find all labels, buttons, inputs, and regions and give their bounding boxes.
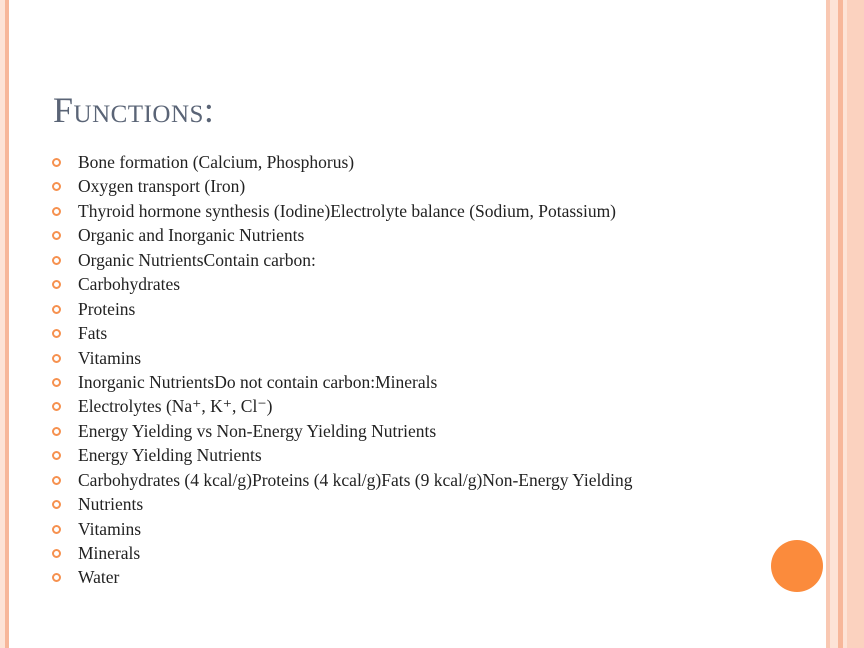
slide-title: Functions: [53,90,215,130]
bullet-ring-icon [52,549,61,558]
bullet-item: Carbohydrates (4 kcal/g)Proteins (4 kcal/g)Fats (9 kcal/g)Non-Energy Yielding [52,468,792,492]
bullet-item: Thyroid hormone synthesis (Iodine)Electrolyte balance (Sodium, Potassium) [52,199,792,223]
bullet-item: Proteins [52,297,792,321]
bullet-item: Vitamins [52,517,792,541]
bullet-item: Bone formation (Calcium, Phosphorus) [52,150,792,174]
bullet-item: Fats [52,321,792,345]
bullet-item: Inorganic NutrientsDo not contain carbon:Minerals [52,370,792,394]
bullet-ring-icon [52,378,61,387]
bullet-ring-icon [52,182,61,191]
bullet-ring-icon [52,573,61,582]
bullet-item: Vitamins [52,346,792,370]
bullet-ring-icon [52,476,61,485]
bullet-ring-icon [52,329,61,338]
bullet-item: Energy Yielding Nutrients [52,443,792,467]
bullet-item: Oxygen transport (Iron) [52,174,792,198]
bullet-ring-icon [52,500,61,509]
bullet-ring-icon [52,402,61,411]
bullet-item: Energy Yielding vs Non-Energy Yielding Nutrients [52,419,792,443]
accent-circle [771,540,823,592]
bullet-ring-icon [52,207,61,216]
bullet-ring-icon [52,231,61,240]
bullet-ring-icon [52,354,61,363]
bullet-item: Water [52,565,792,589]
bullet-ring-icon [52,525,61,534]
bullet-item: Organic NutrientsContain carbon: [52,248,792,272]
bullet-ring-icon [52,158,61,167]
bullet-ring-icon [52,427,61,436]
left-decorative-bar [0,0,9,648]
right-stripe-5 [847,0,864,648]
bullet-ring-icon [52,256,61,265]
bullet-item: Nutrients [52,492,792,516]
bullet-item: Electrolytes (Na⁺, K⁺, Cl⁻) [52,394,792,418]
bullet-item: Minerals [52,541,792,565]
bullet-ring-icon [52,280,61,289]
bullet-list [52,150,792,590]
right-stripe-2 [830,0,838,648]
bullet-ring-icon [52,305,61,314]
bullet-item: Carbohydrates [52,272,792,296]
bullet-item: Organic and Inorganic Nutrients [52,223,792,247]
bullet-ring-icon [52,451,61,460]
